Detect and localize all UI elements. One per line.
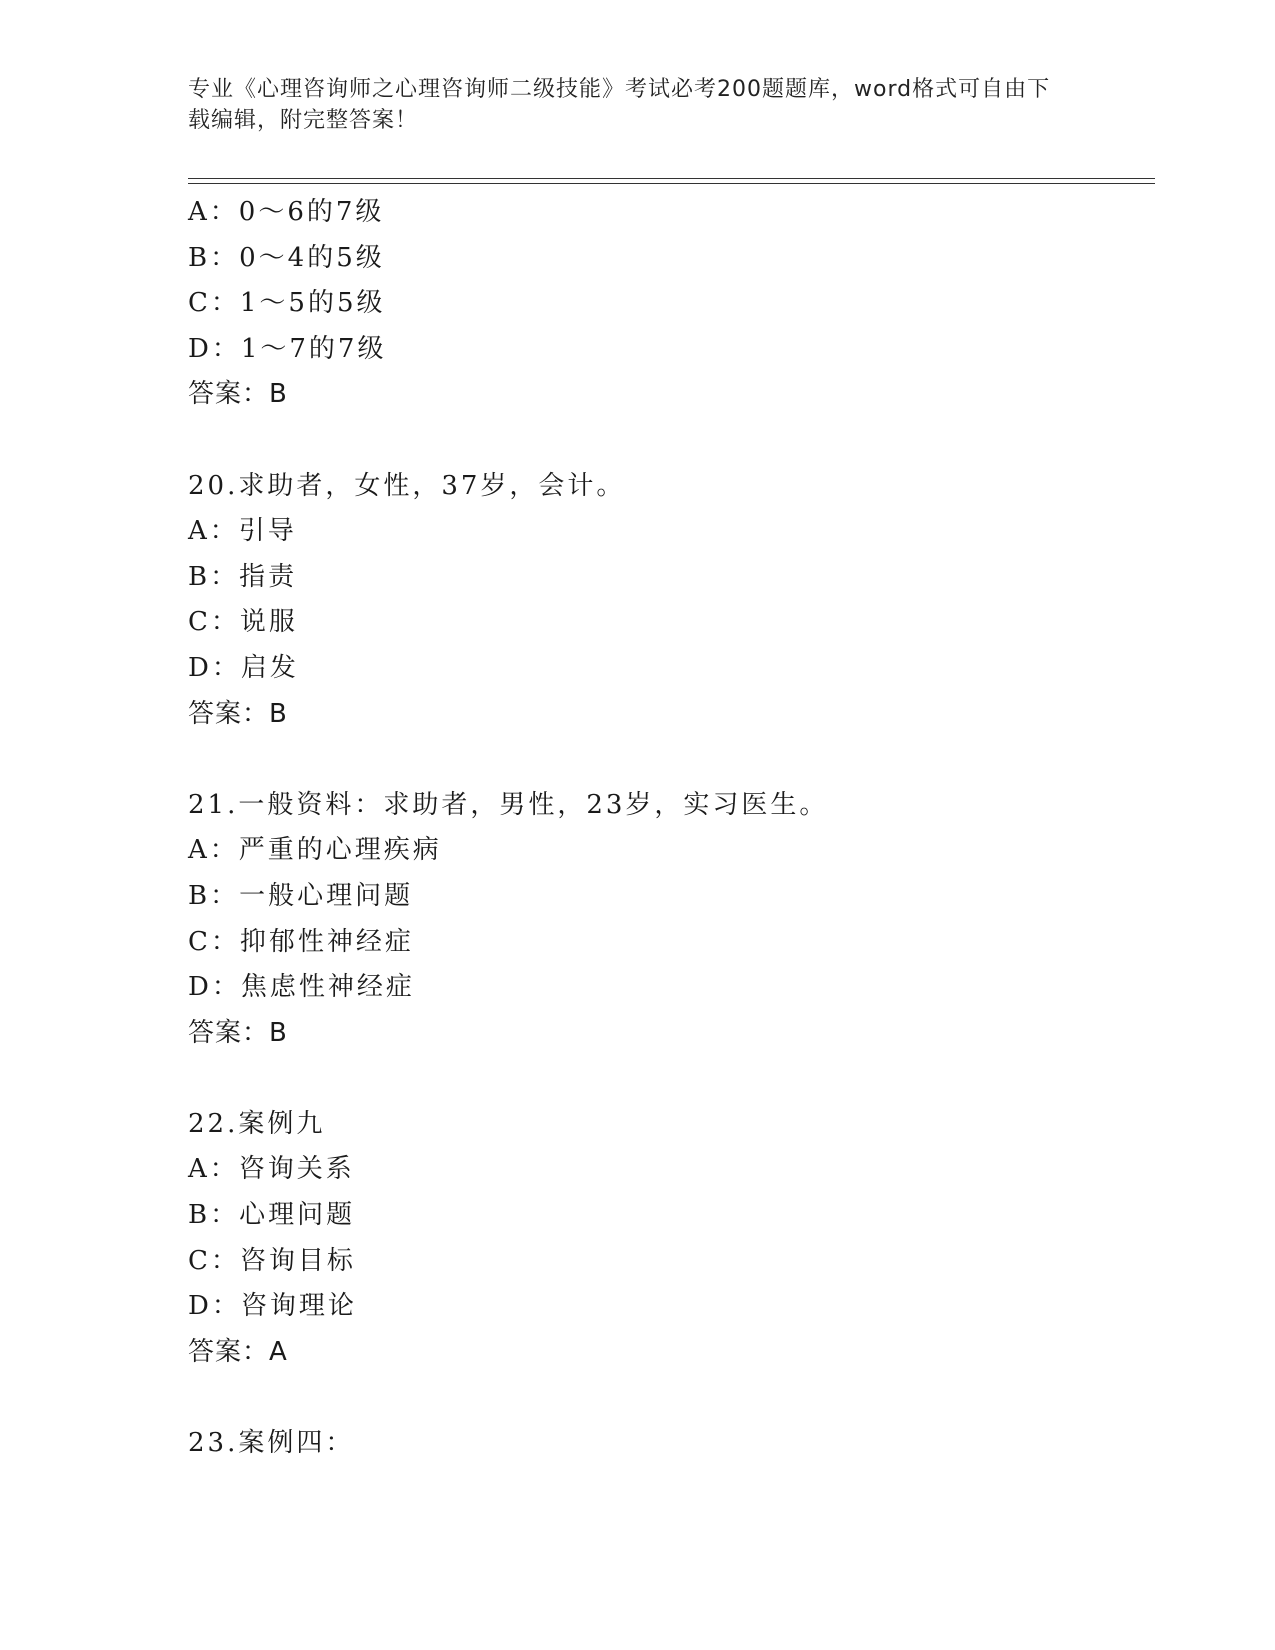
question-block	[188, 190, 1148, 418]
option-d: D：咨询理论	[188, 1291, 357, 1322]
option-a: A：0～6的7级	[188, 197, 385, 227]
option-a: A：咨询关系	[188, 1154, 355, 1185]
option-d: D：启发	[188, 652, 299, 683]
answer-line: 答案：B	[188, 379, 288, 410]
option-b: B：指责	[188, 561, 298, 592]
option-b: B：心理问题	[188, 1200, 356, 1231]
question-stem: 20.求助者，女性，37岁，会计。	[188, 470, 626, 501]
header-rule-bottom	[188, 183, 1155, 184]
document-header: 专业《心理咨询师之心理咨询师二级技能》考试必考200题题库，word格式可自由下载编辑，附完整答案！	[188, 77, 1051, 133]
answer-line: 答案：A	[188, 1336, 288, 1367]
option-c: C：抑郁性神经症	[188, 926, 414, 957]
option-b: B：0～4的5级	[188, 242, 385, 273]
option-c: C：咨询目标	[188, 1245, 356, 1276]
question-block	[188, 464, 1148, 738]
option-c: C：说服	[188, 607, 298, 638]
header-rule-top	[188, 178, 1155, 179]
question-stem: 21.一般资料：求助者，男性，23岁，实习医生。	[188, 789, 829, 820]
question-block	[188, 1421, 1148, 1467]
question-list	[188, 190, 1148, 1467]
option-d: D：焦虑性神经症	[188, 972, 415, 1003]
answer-line: 答案：B	[188, 1017, 288, 1048]
option-b: B：一般心理问题	[188, 880, 414, 911]
question-stem: 22.案例九	[188, 1108, 326, 1139]
question-stem: 23.案例四：	[188, 1428, 355, 1459]
option-a: A：严重的心理疾病	[188, 835, 442, 866]
option-d: D：1～7的7级	[188, 333, 387, 364]
question-block	[188, 1102, 1148, 1376]
option-a: A：引导	[188, 516, 297, 547]
option-c: C：1～5的5级	[188, 288, 386, 319]
question-block	[188, 783, 1148, 1057]
answer-line: 答案：B	[188, 698, 288, 729]
